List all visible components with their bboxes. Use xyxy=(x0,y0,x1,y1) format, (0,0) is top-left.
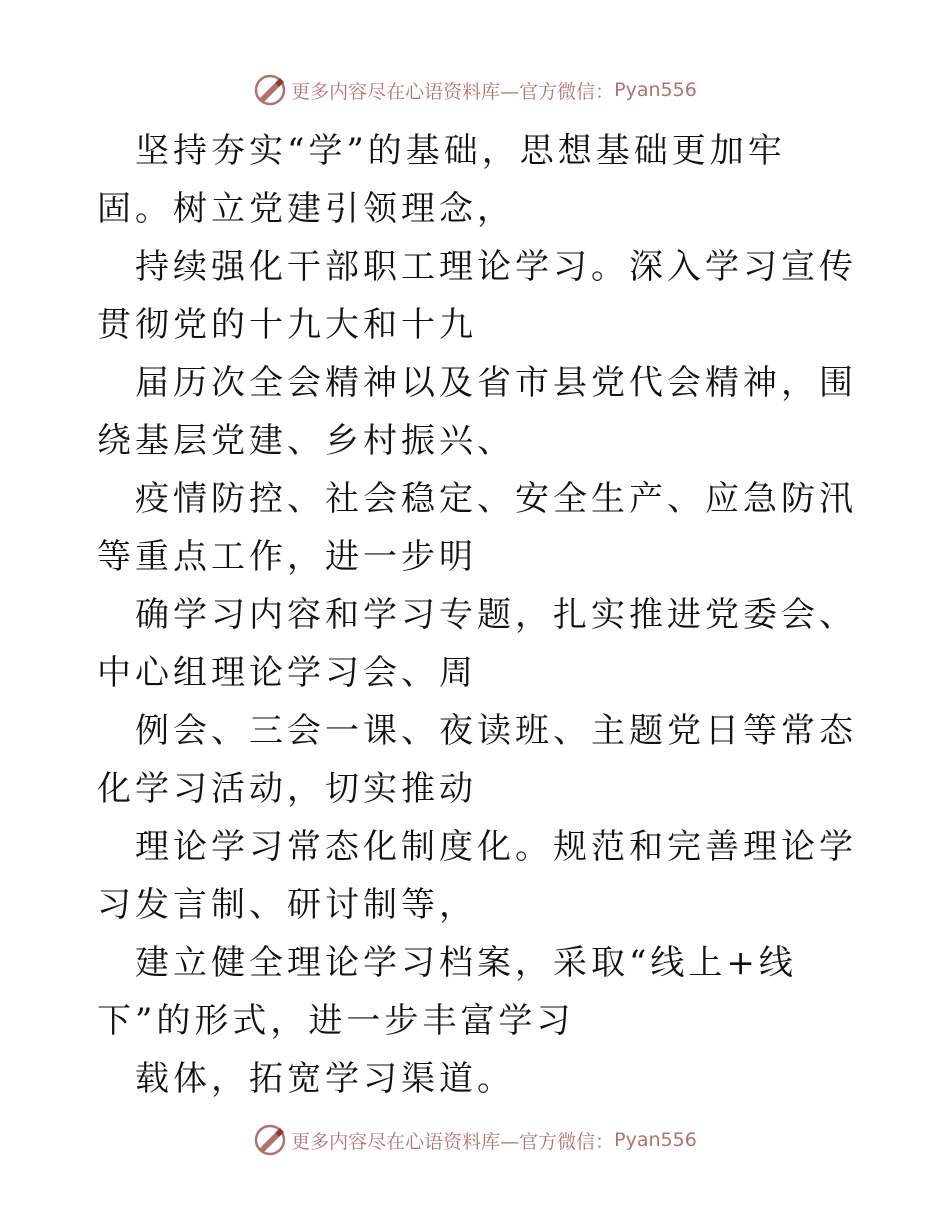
pen-nib-logo-icon xyxy=(253,1123,287,1157)
banner-wechat-id: Pyan556 xyxy=(614,79,697,101)
header-watermark-banner xyxy=(0,70,950,110)
pen-nib-logo-icon xyxy=(253,73,287,107)
paragraph: 建立健全理论学习档案，采取“线上+线下”的形式，进一步丰富学习 xyxy=(97,943,797,1041)
footer-watermark-banner xyxy=(0,1120,950,1160)
paragraph: 例会、三会一课、夜读班、主题党日等常态化学习活动，切实推动 xyxy=(97,711,857,809)
banner-wechat-id: Pyan556 xyxy=(614,1129,697,1151)
document-body xyxy=(97,122,857,1108)
paragraph: 届历次全会精神以及省市县党代会精神，围绕基层党建、乡村振兴、 xyxy=(97,363,857,461)
paragraph: 理论学习常态化制度化。规范和完善理论学习发言制、研讨制等， xyxy=(97,827,857,925)
banner-text: 更多内容尽在心语资料库—官方微信： xyxy=(291,80,615,103)
paragraph: 疫情防控、社会稳定、安全生产、应急防汛等重点工作，进一步明 xyxy=(97,479,857,577)
paragraph: 坚持夯实“学”的基础，思想基础更加牢固。树立党建引领理念， xyxy=(97,131,786,229)
banner-text: 更多内容尽在心语资料库—官方微信： xyxy=(291,1130,615,1153)
paragraph: 确学习内容和学习专题，扎实推进党委会、中心组理论学习会、周 xyxy=(97,595,857,693)
paragraph: 载体，拓宽学习渠道。 xyxy=(135,1059,515,1099)
paragraph: 持续强化干部职工理论学习。深入学习宣传贯彻党的十九大和十九 xyxy=(97,247,857,345)
